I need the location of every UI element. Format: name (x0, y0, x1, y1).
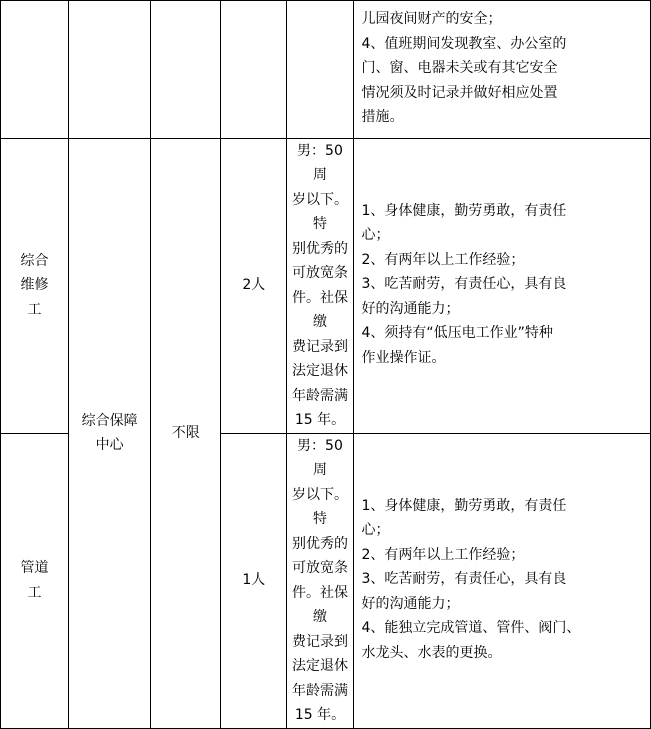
requirement-line: 作业操作证。 (361, 349, 446, 366)
age-line: 件。社保缴 (291, 289, 348, 330)
cell-requirements (353, 1, 651, 139)
age-text (287, 139, 352, 433)
age-line: 岁以下。特 (291, 191, 348, 232)
requirement-line: 4、值班期间发现教室、办公室的 (361, 35, 567, 52)
requirements-text (354, 488, 651, 674)
post-line: 维修 (20, 277, 49, 294)
table-row (1, 138, 651, 433)
cell-requirements (353, 433, 651, 728)
age-line: 男：50周 (297, 437, 343, 478)
requirement-line: 4、须持有“低压电工作业”特种 (361, 325, 553, 342)
cell-age (287, 433, 353, 728)
age-line: 岁以下。特 (291, 486, 348, 527)
cell-count: 2人 (221, 138, 287, 433)
requirement-line: 2、有两年以上工作经验； (361, 546, 525, 563)
requirement-line: 4、能独立完成管道、管件、阀门、 (361, 620, 581, 637)
table-row (1, 1, 651, 139)
cell-dept (69, 1, 151, 139)
cell-age (287, 138, 353, 433)
requirement-line: 情况须及时记录并做好相应处置 (361, 84, 558, 101)
requirement-line: 心； (361, 227, 390, 244)
cell-major: 不限 (151, 138, 221, 728)
requirement-line: 3、吃苦耐劳，有责任心，具有良 (361, 571, 567, 588)
age-line: 费记录到 (291, 338, 348, 355)
cell-dept (69, 138, 151, 728)
age-line: 费记录到 (291, 633, 348, 650)
age-line: 可放宽条 (291, 265, 348, 281)
cell-post (1, 138, 69, 433)
requirement-line: 措施。 (361, 109, 404, 125)
post-line: 工 (27, 301, 42, 318)
requirement-line: 心； (361, 522, 390, 539)
age-line: 法定退休 (291, 658, 348, 674)
requirement-line: 好的沟通能力； (361, 300, 460, 317)
age-line: 别优秀的 (291, 535, 348, 552)
post-line: 管道 (20, 560, 49, 576)
age-line: 年龄需满 (291, 682, 348, 699)
requirement-line: 好的沟通能力； (361, 595, 460, 612)
cell-count: 1人 (221, 433, 287, 728)
age-line: 可放宽条 (291, 560, 348, 576)
post-line: 工 (27, 584, 42, 601)
age-line: 法定退休 (291, 363, 348, 379)
cell-major (151, 1, 221, 139)
cell-requirements (353, 138, 651, 433)
age-line: 别优秀的 (291, 240, 348, 257)
age-line: 15 年。 (294, 707, 346, 723)
requirement-line: 儿园夜间财产的安全； (361, 11, 502, 27)
age-line: 年龄需满 (291, 387, 348, 404)
dept-line: 综合保障 (81, 412, 138, 429)
requirement-line: 门、窗、电器未关或有其它安全 (361, 60, 558, 76)
requirement-line: 1、身体健康，勤劳勇敢，有责任 (361, 497, 567, 514)
requirement-line: 3、吃苦耐劳，有责任心，具有良 (361, 276, 567, 293)
age-text (287, 434, 352, 728)
requirement-line: 1、身体健康，勤劳勇敢，有责任 (361, 202, 567, 219)
cell-age (287, 1, 353, 139)
requirement-line: 水龙头、水表的更换。 (361, 644, 502, 661)
post-line: 综合 (20, 252, 49, 269)
cell-count (221, 1, 287, 139)
cell-post (1, 433, 69, 728)
cell-post (1, 1, 69, 139)
age-line: 男：50周 (297, 142, 343, 183)
requirements-text (354, 193, 651, 379)
requirements-text (354, 1, 651, 138)
requirement-line: 2、有两年以上工作经验； (361, 251, 525, 268)
age-line: 件。社保缴 (291, 584, 348, 625)
age-line: 15 年。 (294, 412, 346, 428)
dept-line: 中心 (95, 437, 124, 453)
